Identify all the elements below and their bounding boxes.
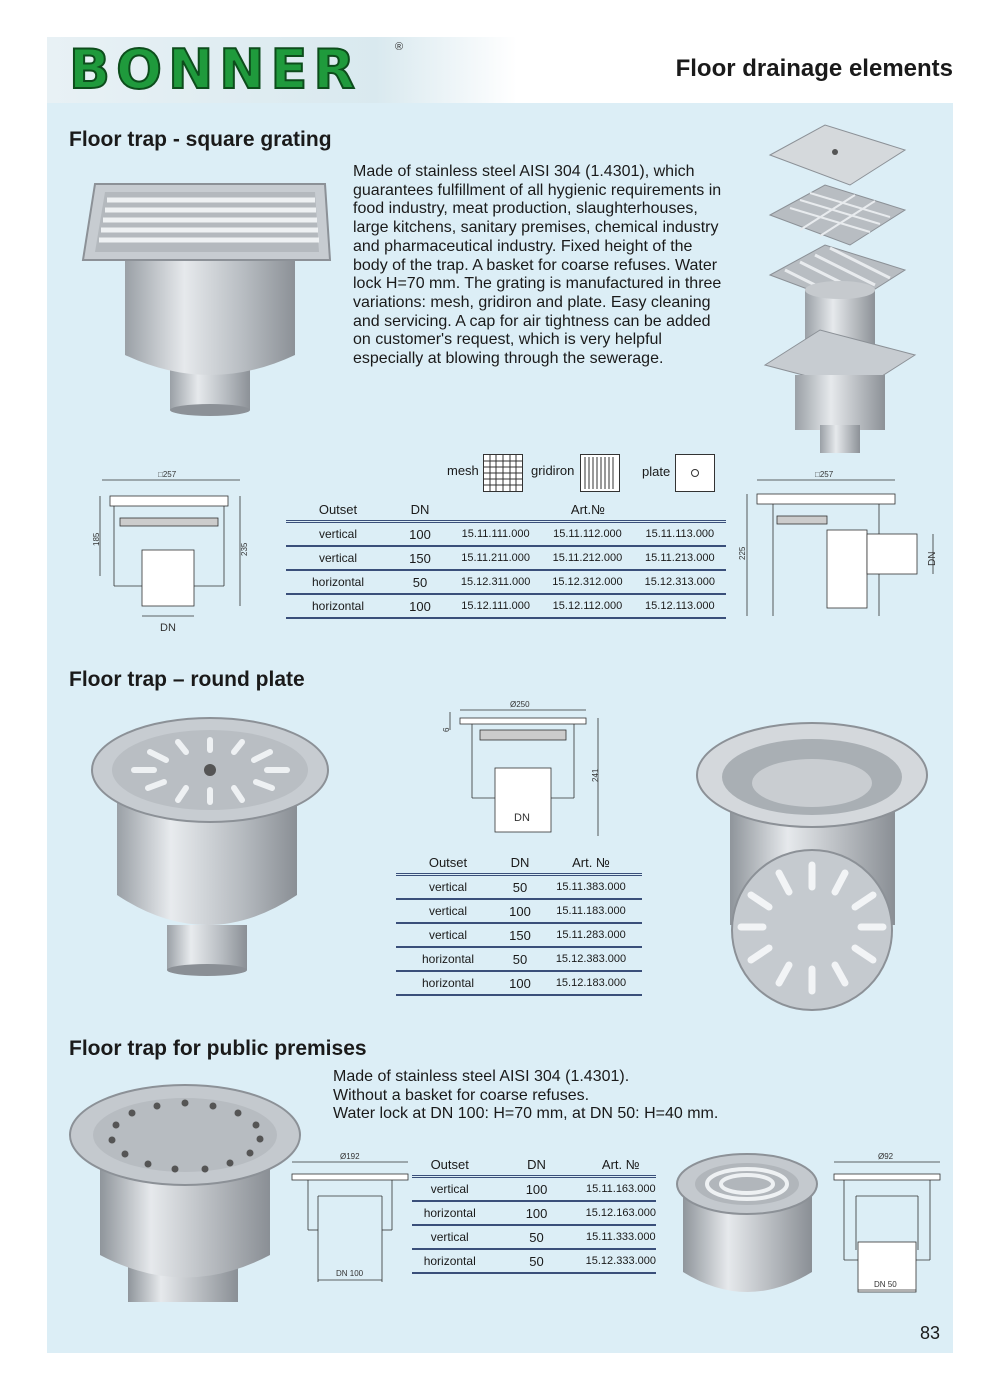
table-row: vertical 150 15.11.211.000 15.11.212.000 15.11.213.000	[286, 546, 726, 570]
section3-spec-table	[412, 1153, 656, 1274]
svg-text:DN 100: DN 100	[336, 1269, 364, 1278]
page-title: Floor drainage elements	[675, 55, 953, 82]
page-header	[47, 37, 953, 103]
public-trap-image	[70, 1085, 305, 1305]
section2-spec-table	[396, 851, 642, 996]
svg-text:235: 235	[240, 542, 249, 556]
col-dn: DN	[500, 851, 540, 875]
round-trap-drawing	[438, 698, 608, 838]
plate-grating-icon	[675, 454, 715, 492]
mesh-grating-icon	[483, 454, 523, 492]
registered-mark: ®	[395, 41, 404, 53]
svg-text:□257: □257	[815, 470, 834, 479]
section-title-square-grating: Floor trap - square grating	[69, 128, 332, 151]
section-title-round-plate: Floor trap – round plate	[69, 668, 305, 691]
svg-text:DN: DN	[160, 622, 176, 634]
svg-text:DN: DN	[927, 551, 938, 566]
public-trap-drawing-dn100	[290, 1150, 410, 1285]
table-row: vertical 150 15.11.283.000	[396, 923, 642, 947]
table-row: horizontal 100 15.12.183.000	[396, 971, 642, 995]
table-row: horizontal 50 15.12.311.000 15.12.312.000 15.12.313.000	[286, 570, 726, 594]
table-row: vertical 50 15.11.333.000	[412, 1225, 656, 1249]
section1-spec-table	[286, 498, 726, 619]
col-dn: DN	[390, 498, 450, 522]
svg-text:□257: □257	[158, 470, 177, 479]
col-art: Art.№	[450, 498, 726, 522]
legend-gridiron-label: gridiron	[531, 463, 575, 478]
section3-description: Made of stainless steel AISI 304 (1.4301). Without a basket for coarse refuses. Water lock at DN 100: H=70 mm, at DN 50: H=40 mm.	[333, 1068, 719, 1123]
col-dn: DN	[487, 1153, 585, 1177]
table-row: horizontal 100 15.12.163.000	[412, 1201, 656, 1225]
section1-description: Made of stainless steel AISI 304 (1.4301), which guarantees fulfillment of all hygienic requirements in food industry, meat production, slaughterhouses, large kitchens, sanitary premises, chemical industry and pharmaceutical industry. Fixed height of the body of the trap. A basket for coarse refuses. Water lock H=70 mm. The grating is manufactured in three variations: mesh, gridiron and plate. Easy cleaning and servicing. A cap for air tightness can be added on customer's request, which is very helpful especially at blowing through the sewerage.	[353, 163, 722, 368]
square-trap-drawing-horizontal	[735, 468, 945, 618]
table-row: vertical 100 15.11.183.000	[396, 899, 642, 923]
table-row: horizontal 50 15.12.383.000	[396, 947, 642, 971]
gridiron-grating-icon	[580, 454, 620, 492]
svg-text:DN 50: DN 50	[874, 1280, 897, 1289]
round-trap-exploded-image	[695, 715, 930, 1015]
svg-text:241: 241	[591, 768, 600, 782]
table-row: horizontal 100 15.12.111.000 15.12.112.000 15.12.113.000	[286, 594, 726, 618]
brand-logo: BONNER	[69, 38, 361, 101]
col-outset: Outset	[396, 851, 500, 875]
round-trap-image	[92, 720, 332, 975]
section-title-public-premises: Floor trap for public premises	[69, 1037, 367, 1060]
public-trap-small-image	[675, 1152, 820, 1302]
table-row: vertical 50 15.11.383.000	[396, 875, 642, 900]
table-row: vertical 100 15.11.111.000 15.11.112.000 15.11.113.000	[286, 522, 726, 547]
table-row: horizontal 50 15.12.333.000	[412, 1249, 656, 1273]
legend-plate-label: plate	[642, 464, 671, 479]
svg-text:Ø250: Ø250	[510, 700, 530, 709]
svg-text:Ø192: Ø192	[340, 1152, 360, 1161]
legend-mesh-label: mesh	[447, 463, 479, 478]
col-outset: Outset	[286, 498, 390, 522]
table-row: vertical 100 15.11.163.000	[412, 1177, 656, 1202]
svg-text:Ø92: Ø92	[878, 1152, 894, 1161]
col-outset: Outset	[412, 1153, 487, 1177]
col-art: Art. №	[540, 851, 642, 875]
public-trap-drawing-dn50	[832, 1150, 942, 1295]
col-art: Art. №	[586, 1153, 656, 1177]
svg-text:225: 225	[738, 546, 747, 560]
square-trap-drawing-vertical	[90, 468, 250, 638]
page-number: 83	[919, 1323, 940, 1343]
svg-text:185: 185	[92, 532, 101, 546]
svg-text:6: 6	[442, 727, 451, 732]
exploded-view-image	[760, 120, 920, 455]
svg-text:DN: DN	[514, 812, 530, 824]
square-trap-image	[75, 180, 335, 410]
